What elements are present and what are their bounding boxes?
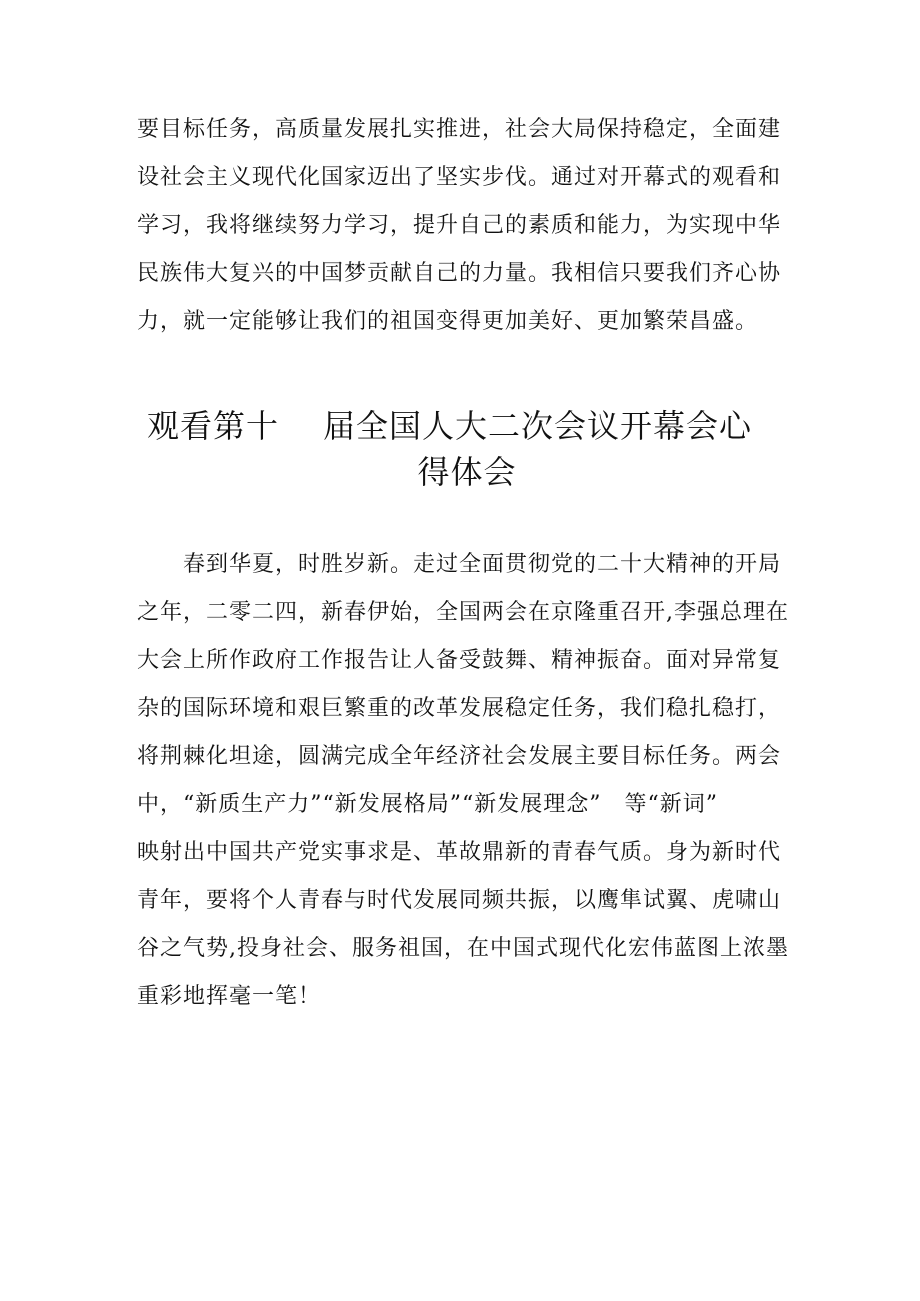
text-line: 力，就一定能够让我们的祖国变得更加美好、更加繁荣昌盛。	[137, 309, 759, 334]
text-line: 设社会主义现代化国家迈出了坚实步伐。通过对开幕式的观看和	[137, 165, 782, 190]
title-line: 得体会	[417, 453, 517, 491]
text-line: 青年，要将个人青春与时代发展同频共振，以鹰隼试翼、虎啸山	[137, 888, 782, 913]
text-line: 重彩地挥毫一笔！	[137, 984, 322, 1009]
text-line: 大会上所作政府工作报告让人备受鼓舞、精神振奋。面对异常复	[137, 648, 782, 673]
text-line: 民族伟大复兴的中国梦贡献自己的力量。我相信只要我们齐心协	[137, 261, 782, 286]
title-line	[147, 402, 752, 450]
text-line: 谷之气势,投身社会、服务祖国，在中国式现代化宏伟蓝图上浓墨	[137, 936, 789, 961]
text-line: 春到华夏，时胜岁新。走过全面贯彻党的二十大精神的开局	[137, 552, 782, 577]
text-line: 中，“新质生产力”“新发展格局”“新发展理念” 等“新词”	[137, 792, 718, 817]
paragraph-continued	[137, 106, 797, 346]
text-line: 杂的国际环境和艰巨繁重的改革发展稳定任务，我们稳扎稳打，	[137, 696, 782, 721]
text-line: 映射出中国共产党实事求是、革故鼎新的青春气质。身为新时代	[137, 840, 782, 865]
text-line: 学习，我将继续努力学习，提升自己的素质和能力，为实现中华	[137, 213, 782, 238]
text-line: 之年，二零二四，新春伊始，全国两会在京隆重召开,李强总理在	[137, 600, 789, 625]
text-line: 将荆棘化坦途，圆满完成全年经济社会发展主要目标任务。两会	[137, 744, 782, 769]
text-line: 要目标任务，高质量发展扎实推进，社会大局保持稳定，全面建	[137, 117, 782, 142]
paragraph-body	[137, 541, 797, 1021]
title-part: 观看第十	[147, 407, 280, 445]
title-part: 届全国人大二次会议开幕会心	[323, 407, 753, 445]
